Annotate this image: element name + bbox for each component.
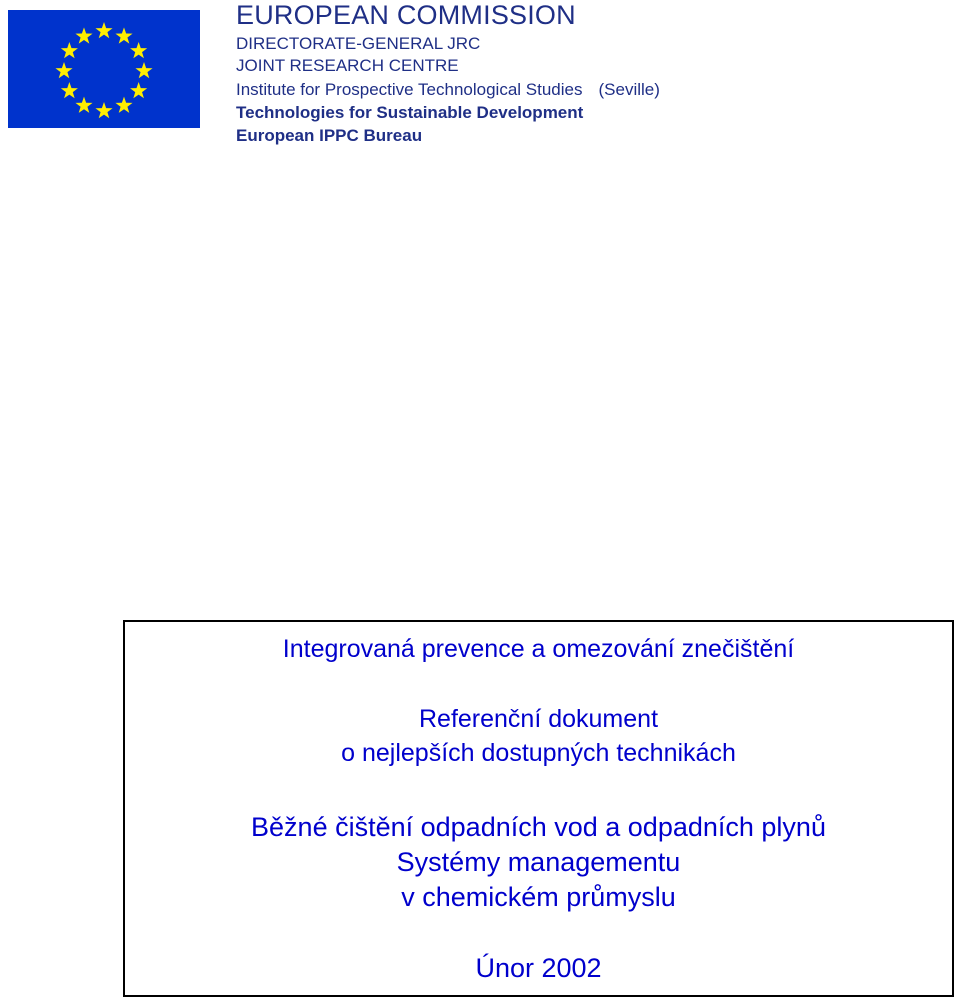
org-institute-name: Institute for Prospective Technological Studies	[236, 80, 583, 99]
org-unit: Technologies for Sustainable Development	[236, 103, 584, 122]
org-bureau: European IPPC Bureau	[236, 126, 423, 145]
org-research-centre: JOINT RESEARCH CENTRE	[236, 56, 459, 75]
org-main-title: EUROPEAN COMMISSION	[236, 0, 576, 30]
subject-line2: Systémy managementu	[396, 847, 681, 877]
document-date: Únor 2002	[475, 953, 602, 983]
reference-document-line1: Referenční dokument	[418, 705, 659, 733]
subject-line1: Běžné čištění odpadních vod a odpadních plynů	[251, 812, 826, 842]
org-institute	[236, 81, 660, 98]
reference-document-line2: o nejlepších dostupných technikách	[341, 739, 736, 767]
org-institute-city: (Seville)	[598, 80, 660, 99]
eu-flag-graphic	[8, 10, 200, 128]
subject-line3: v chemickém průmyslu	[401, 882, 676, 912]
ippc-title: Integrovaná prevence a omezování znečištění	[282, 635, 795, 663]
document-title-box	[123, 620, 954, 997]
eu-flag-icon	[8, 10, 200, 128]
org-directorate: DIRECTORATE-GENERAL JRC	[236, 34, 481, 53]
